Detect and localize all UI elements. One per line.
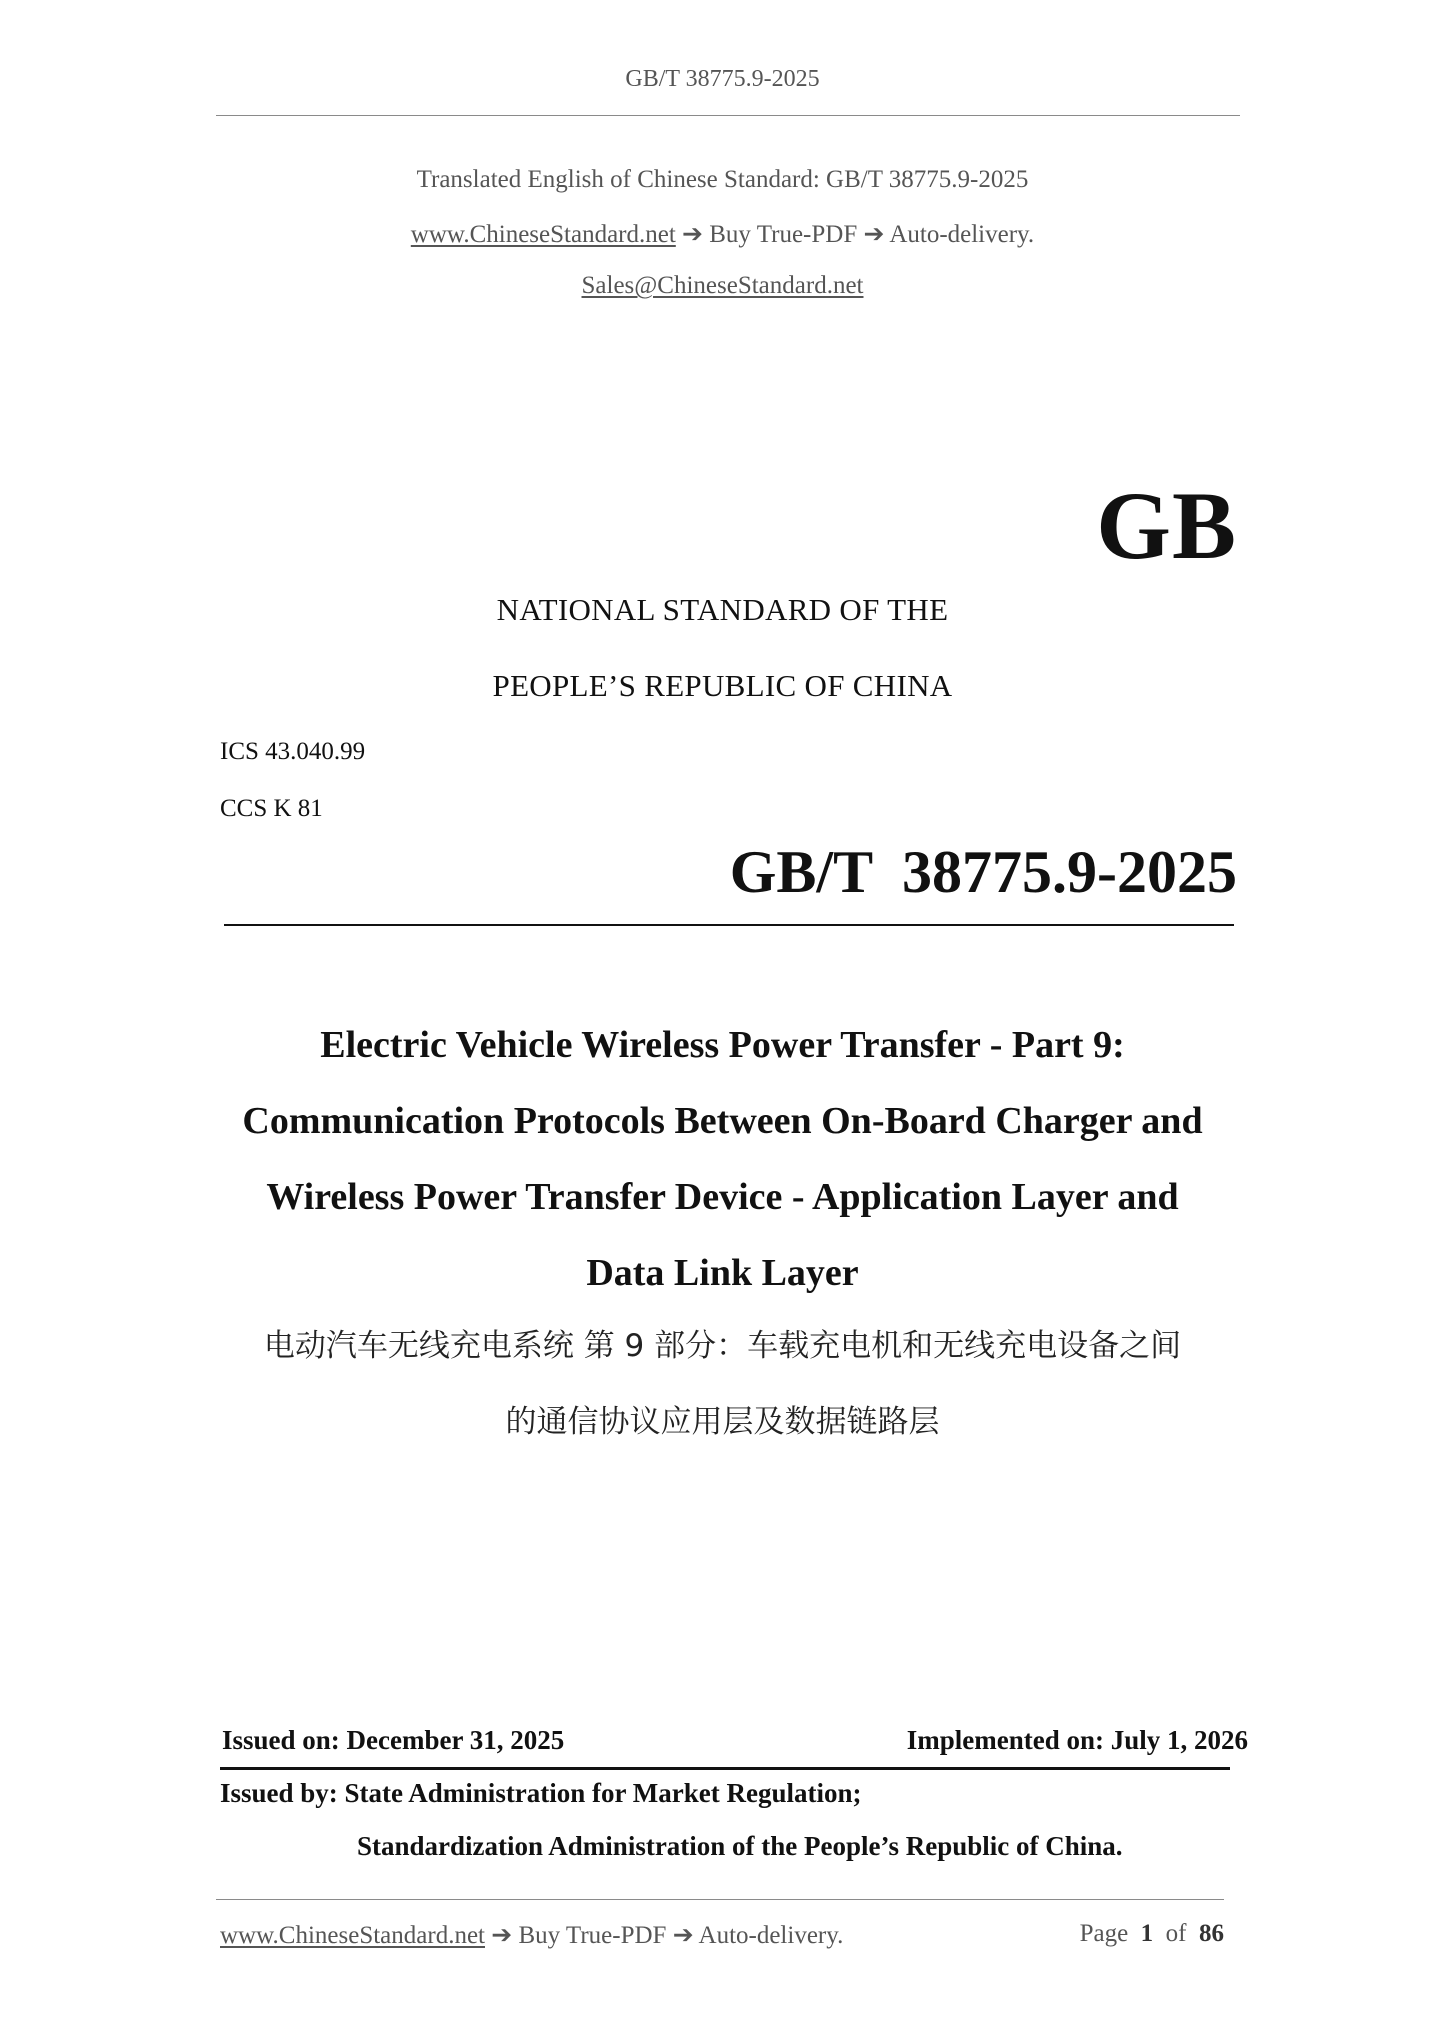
english-title-line: Communication Protocols Between On-Board Charger and [242,1100,1203,1142]
buy-text: Buy True-PDF [709,221,858,248]
national-standard-line-1: NATIONAL STANDARD OF THE [496,592,949,627]
page-label: Page [1079,1920,1129,1947]
website-link[interactable]: www.ChineseStandard.net [410,221,676,248]
footer-purchase-line [220,1920,843,1950]
buy-text: Buy True-PDF [518,1922,667,1949]
issued-on-date: Issued on: December 31, 2025 [222,1725,565,1755]
email-link[interactable]: Sales@ChineseStandard.net [581,272,864,299]
english-title [150,1018,1295,1322]
issued-by-line-1: Issued by: State Administration for Market Regulation; [220,1778,862,1808]
english-title-line: Data Link Layer [586,1252,859,1294]
footer-divider [216,1899,1224,1900]
page-current: 1 [1140,1920,1154,1947]
implemented-on-date: Implemented on: July 1, 2026 [906,1725,1248,1755]
english-title-line: Wireless Power Transfer Device - Application Layer and [266,1176,1179,1218]
arrow-icon: ➔ [491,1922,513,1949]
chinese-title [150,1318,1295,1470]
purchase-line [0,219,1445,249]
issued-by-line-2: Standardization Administration of the People’s Republic of China. [357,1831,1123,1861]
standard-number-divider [224,924,1234,926]
delivery-text: Auto-delivery. [889,221,1035,248]
ics-code: ICS 43.040.99 [220,738,366,765]
running-header-code: GB/T 38775.9-2025 [625,66,820,92]
header-divider [216,115,1240,116]
chinese-title-line: 的通信协议应用层及数据链路层 [505,1404,940,1440]
translation-notice: Translated English of Chinese Standard: GB/T 38775.9-2025 [416,166,1029,193]
footer-website-link[interactable]: www.ChineseStandard.net [220,1922,485,1949]
arrow-icon: ➔ [672,1922,694,1949]
delivery-text: Auto-delivery. [698,1922,844,1949]
arrow-icon: ➔ [682,221,703,248]
national-standard-line-2: PEOPLE’S REPUBLIC OF CHINA [492,668,953,703]
page-total: 86 [1199,1920,1224,1947]
ccs-code: CCS K 81 [220,795,323,822]
chinese-title-line: 电动汽车无线充电系统 第 9 部分：车载充电机和无线充电设备之间 [263,1328,1182,1364]
standard-number: GB/T 38775.9-2025 [729,839,1237,905]
email-line [0,272,1445,300]
arrow-icon: ➔ [863,221,885,248]
page-of: of [1165,1920,1187,1947]
english-title-line: Electric Vehicle Wireless Power Transfer - Part 9: [320,1024,1125,1066]
gb-mark: GB [1096,472,1237,579]
dates-divider [220,1767,1230,1770]
page-indicator [1080,1920,1224,1948]
